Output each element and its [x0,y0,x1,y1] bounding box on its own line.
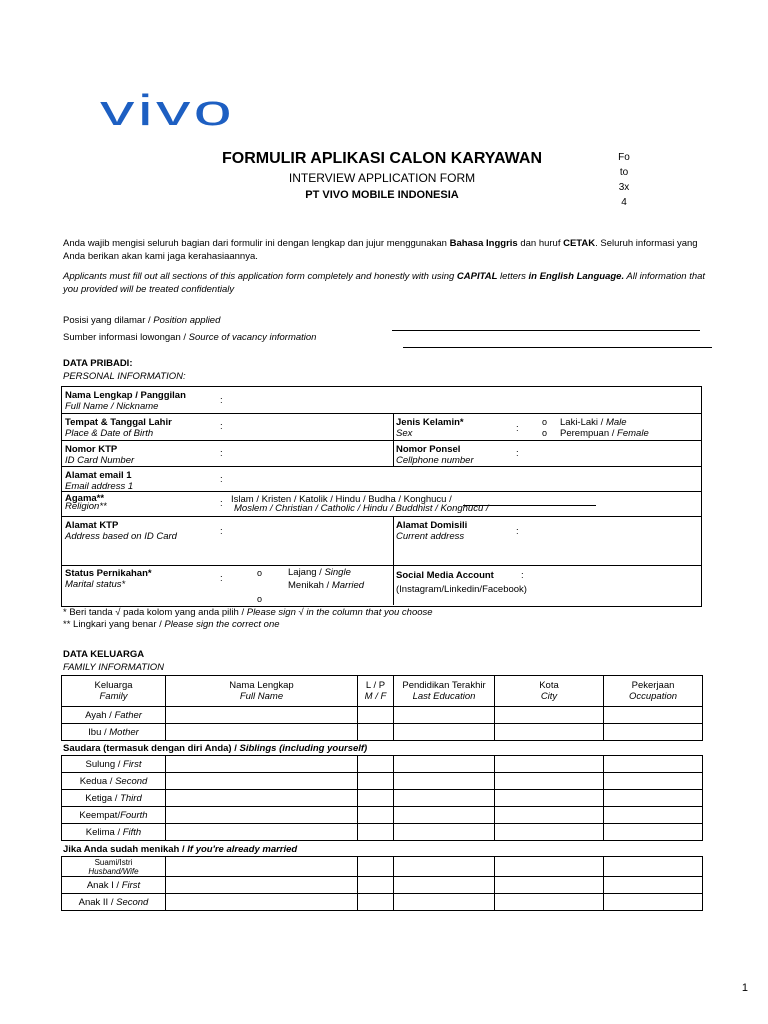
social-media-sub: (Instagram/Linkedin/Facebook) [396,584,527,595]
label-id: Jenis Kelamin* [396,417,464,428]
vivo-logo [100,90,240,130]
page-number: 1 [741,982,748,994]
ktp-field[interactable] [226,443,390,464]
family-subheading: FAMILY INFORMATION [63,662,164,673]
cell-input[interactable] [604,824,703,841]
personal-heading: DATA PRIBADI: [63,358,133,369]
cell-input[interactable] [604,790,703,807]
cell-input[interactable] [604,724,703,741]
cell-input[interactable] [358,894,394,911]
photo-line: to [619,167,629,178]
cell-input[interactable] [495,894,604,911]
phone-field[interactable] [522,443,697,464]
label-id: Ayah / [85,709,115,721]
label-id: Sumber informasi lowongan / [63,332,189,343]
label-id: Jika Anda sudah menikah / [63,844,188,855]
vacancy-source-field[interactable] [403,347,712,348]
label-en: Address based on ID Card [65,531,177,542]
row-divider [61,466,702,467]
label-id: Alamat email 1 [65,470,132,481]
row-label [62,824,166,841]
row-label [62,807,166,824]
sex-male-label [560,417,627,428]
header-id: Pendidikan Terakhir [402,680,486,691]
family-header-row [62,676,703,707]
col-sex [358,676,394,707]
social-media-label [396,570,494,581]
cell-input[interactable] [358,790,394,807]
cell-input[interactable] [358,807,394,824]
label-id: Ibu / [88,726,110,738]
cell-input[interactable] [604,807,703,824]
married-heading [63,844,297,855]
colon: : [516,423,519,434]
cell-input[interactable] [604,756,703,773]
address-ktp-label [65,520,177,542]
cell-input[interactable] [166,894,358,911]
header-id: L / P [365,680,386,691]
intro-text: . Seluruh informasi yang Anda berikan akan kami jaga kerahasiaannya. [63,238,698,262]
company-name: PT VIVO MOBILE INDONESIA [305,189,459,201]
cell-input[interactable] [394,824,495,841]
header-en: Family [99,691,128,702]
label-en: Sex [396,428,413,439]
cell-input[interactable] [394,724,495,741]
header-id: Nama Lengkap [229,680,294,691]
address-current-field[interactable] [522,519,697,563]
family-spouse-table [61,856,703,911]
row-label [62,857,166,877]
col-divider [393,517,394,605]
intro-text: All information that you provided will be treated confidentialy [63,271,706,295]
cell-input[interactable] [604,857,703,877]
label-id: Status Pernikahan* [65,568,152,579]
colon: : [516,526,519,537]
label-en: Current address [396,531,465,542]
intro-bold: Bahasa Inggris [449,238,518,249]
label-en: Second [115,775,148,787]
cell-input[interactable] [394,756,495,773]
family-siblings-table [61,755,703,841]
row-divider [61,440,702,441]
intro-bold: CETAK [563,238,596,249]
cell-input[interactable] [358,824,394,841]
label-en: First [121,879,141,891]
photo-line: Fo [618,152,630,163]
header-en: City [540,691,558,702]
marital-married-label [288,580,364,591]
label-en: Female [617,428,649,439]
label-id: Tempat & Tanggal Lahir [65,417,172,428]
header-en: Full Name [239,691,284,702]
table-row [62,824,703,841]
cell-input[interactable] [358,756,394,773]
siblings-heading [63,743,367,754]
table-row [62,707,703,724]
personal-subheading: PERSONAL INFORMATION: [63,371,186,382]
table-row [62,807,703,824]
label-en: Moslem / Christian / Catholic / Hindu / Buddhist / Konghucu / [234,503,489,514]
label-id: Keempat/ [79,809,121,821]
logo-text: vivo [100,90,235,130]
cell-input[interactable] [604,707,703,724]
sex-label [396,417,464,439]
header-id: Kota [539,680,559,691]
colon: : [220,474,223,485]
religion-label [65,495,107,511]
label-id: Laki-Laki / [560,417,606,428]
vacancy-source-label [63,332,316,343]
religion-options[interactable] [231,495,489,513]
birth-label [65,417,172,439]
position-applied-field[interactable] [392,330,700,331]
row-label [62,756,166,773]
label-id: Nomor KTP [65,444,118,455]
col-city [495,676,604,707]
label-en: Married [331,580,365,591]
label-en: First [123,758,142,770]
label-en: Place & Date of Birth [65,428,154,439]
label-id: Social Media Account [396,570,494,581]
cell-input[interactable] [604,894,703,911]
birth-field[interactable] [226,416,390,438]
cell-input[interactable] [166,756,358,773]
label-id: Islam / Kristen / Katolik / Hindu / Budha / Konghucu / [231,494,452,505]
label-id: Suami/Istri [94,857,133,867]
col-divider [393,414,394,466]
cell-input[interactable] [358,877,394,894]
label-en: Fifth [122,826,142,838]
intro-indonesian [63,237,713,263]
cell-input[interactable] [495,824,604,841]
label-en: Single [324,567,351,578]
cell-input[interactable] [166,807,358,824]
cell-input[interactable] [495,807,604,824]
cell-input[interactable] [495,724,604,741]
cell-input[interactable] [358,707,394,724]
col-education [394,676,495,707]
label-en: Source of vacancy information [188,332,317,343]
family-parents-table [61,675,703,741]
label-en: Siblings (including yourself) [239,743,368,754]
cell-input[interactable] [495,756,604,773]
colon: : [220,573,223,584]
label-en: Husband/Wife [88,866,139,876]
intro-english [63,270,713,296]
label-en: If you're already married [187,844,298,855]
table-row [62,773,703,790]
label-en: Male [605,417,627,428]
label-id: Kelima / [85,826,123,838]
table-row [62,724,703,741]
label-id: Lajang / [288,567,325,578]
label-id: Alamat KTP [65,520,119,531]
form-subtitle: INTERVIEW APPLICATION FORM [288,171,476,185]
label-id: Saudara (termasuk dengan diri Anda) / [63,743,240,754]
row-divider [61,491,702,492]
label-id: Sulung / [85,758,124,770]
header-en: Occupation [628,691,678,702]
email-field[interactable] [226,469,696,489]
col-occupation [604,676,703,707]
cell-input[interactable] [166,877,358,894]
cell-input[interactable] [495,857,604,877]
cell-input[interactable] [166,790,358,807]
label-en: Please sign the correct one [164,619,280,630]
row-label [62,707,166,724]
note-checkmark [63,607,433,618]
family-heading: DATA KELUARGA [63,649,145,660]
label-id: Kedua / [79,775,116,787]
table-row [62,790,703,807]
cell-input[interactable] [394,790,495,807]
cell-input[interactable] [166,707,358,724]
label-id: Perempuan / [560,428,618,439]
cell-input[interactable] [394,894,495,911]
col-family [62,676,166,707]
marital-single-label [288,567,351,578]
cell-input[interactable] [394,857,495,877]
label-id: * Beri tanda √ pada kolom yang anda pilih / [63,607,247,618]
intro-text: dan huruf [517,238,564,249]
photo-line: 3x [618,182,630,193]
row-divider [61,413,702,414]
table-row [62,894,703,911]
row-label [62,877,166,894]
header-id: Keluarga [94,680,133,691]
ktp-label [65,444,134,466]
label-id: Nama Lengkap / Panggilan [65,390,186,401]
col-name [166,676,358,707]
phone-label [396,444,474,466]
label-id: Menikah / [288,580,332,591]
note-circle [63,619,280,630]
row-label [62,894,166,911]
intro-bold: CAPITAL [456,271,498,282]
label-en: Please sign √ in the column that you choose [246,607,433,618]
full-name-label [65,390,186,412]
cell-input[interactable] [166,773,358,790]
cell-input[interactable] [358,773,394,790]
sex-female-label [560,428,649,439]
label-id: Nomor Ponsel [396,444,461,455]
colon: : [521,570,524,581]
label-id: Anak II / [78,896,117,908]
cell-input[interactable] [358,724,394,741]
colon: : [220,526,223,537]
cell-input[interactable] [166,724,358,741]
sex-female-radio[interactable]: o [542,428,548,438]
label-en: ID Card Number [65,455,135,466]
label-en: Email address 1 [65,481,134,492]
cell-input[interactable] [394,807,495,824]
cell-input[interactable] [495,773,604,790]
email-label [65,470,133,492]
colon: : [220,421,223,432]
label-en: Fourth [120,809,148,821]
label-en: Position applied [153,315,221,326]
cell-input[interactable] [604,877,703,894]
cell-input[interactable] [166,824,358,841]
cell-input[interactable] [166,857,358,877]
address-ktp-field[interactable] [226,519,390,563]
label-en: Full Name / Nickname [65,401,159,412]
label-id: Agama** [65,493,105,504]
table-row [62,857,703,877]
colon: : [516,448,519,459]
colon: : [220,498,223,509]
label-en: Mother [109,726,139,738]
table-row [62,756,703,773]
colon: : [220,395,223,406]
label-en: Second [116,896,149,908]
cell-input[interactable] [495,877,604,894]
cell-input[interactable] [394,773,495,790]
cell-input[interactable] [495,707,604,724]
photo-line: 4 [621,197,627,208]
label-en: Third [120,792,142,804]
form-title: FORMULIR APLIKASI CALON KARYAWAN [222,150,542,167]
row-divider [61,516,702,517]
label-id: Anak I / [86,879,122,891]
photo-placeholder [612,150,636,210]
row-label [62,724,166,741]
row-divider [61,565,702,566]
header-en: M / F [364,691,387,702]
full-name-field[interactable] [226,391,696,411]
cell-input[interactable] [394,707,495,724]
colon: : [220,448,223,459]
intro-text: Applicants must fill out all sections of this application form completely and honestly with using [63,271,457,282]
marital-single-radio[interactable]: o [257,568,263,578]
header-en: Last Education [412,691,476,702]
cell-input[interactable] [394,877,495,894]
label-id: Alamat Domisili [396,520,468,531]
label-en: Cellphone number [396,455,474,466]
intro-text: Anda wajib mengisi seluruh bagian dari formulir ini dengan lengkap dan jujur menggunakan [63,238,450,249]
row-label [62,790,166,807]
label-en: Marital status* [65,579,126,590]
position-applied-label [63,315,220,326]
intro-bold: in English Language. [528,271,625,282]
marital-label [65,568,152,590]
cell-input[interactable] [358,857,394,877]
religion-other-field[interactable] [463,505,596,506]
marital-married-radio[interactable]: o [257,594,263,604]
table-row [62,877,703,894]
sex-male-radio[interactable]: o [542,417,548,427]
label-en: Religion** [65,501,107,512]
label-id: Ketiga / [85,792,121,804]
header-id: Pekerjaan [631,680,675,691]
label-en: Father [114,709,142,721]
label-id: Posisi yang dilamar / [63,315,154,326]
social-media-field[interactable] [527,567,697,602]
cell-input[interactable] [604,773,703,790]
intro-text: letters [497,271,529,282]
row-label [62,773,166,790]
label-id: ** Lingkari yang benar / [63,619,165,630]
cell-input[interactable] [495,790,604,807]
address-current-label [396,520,467,542]
